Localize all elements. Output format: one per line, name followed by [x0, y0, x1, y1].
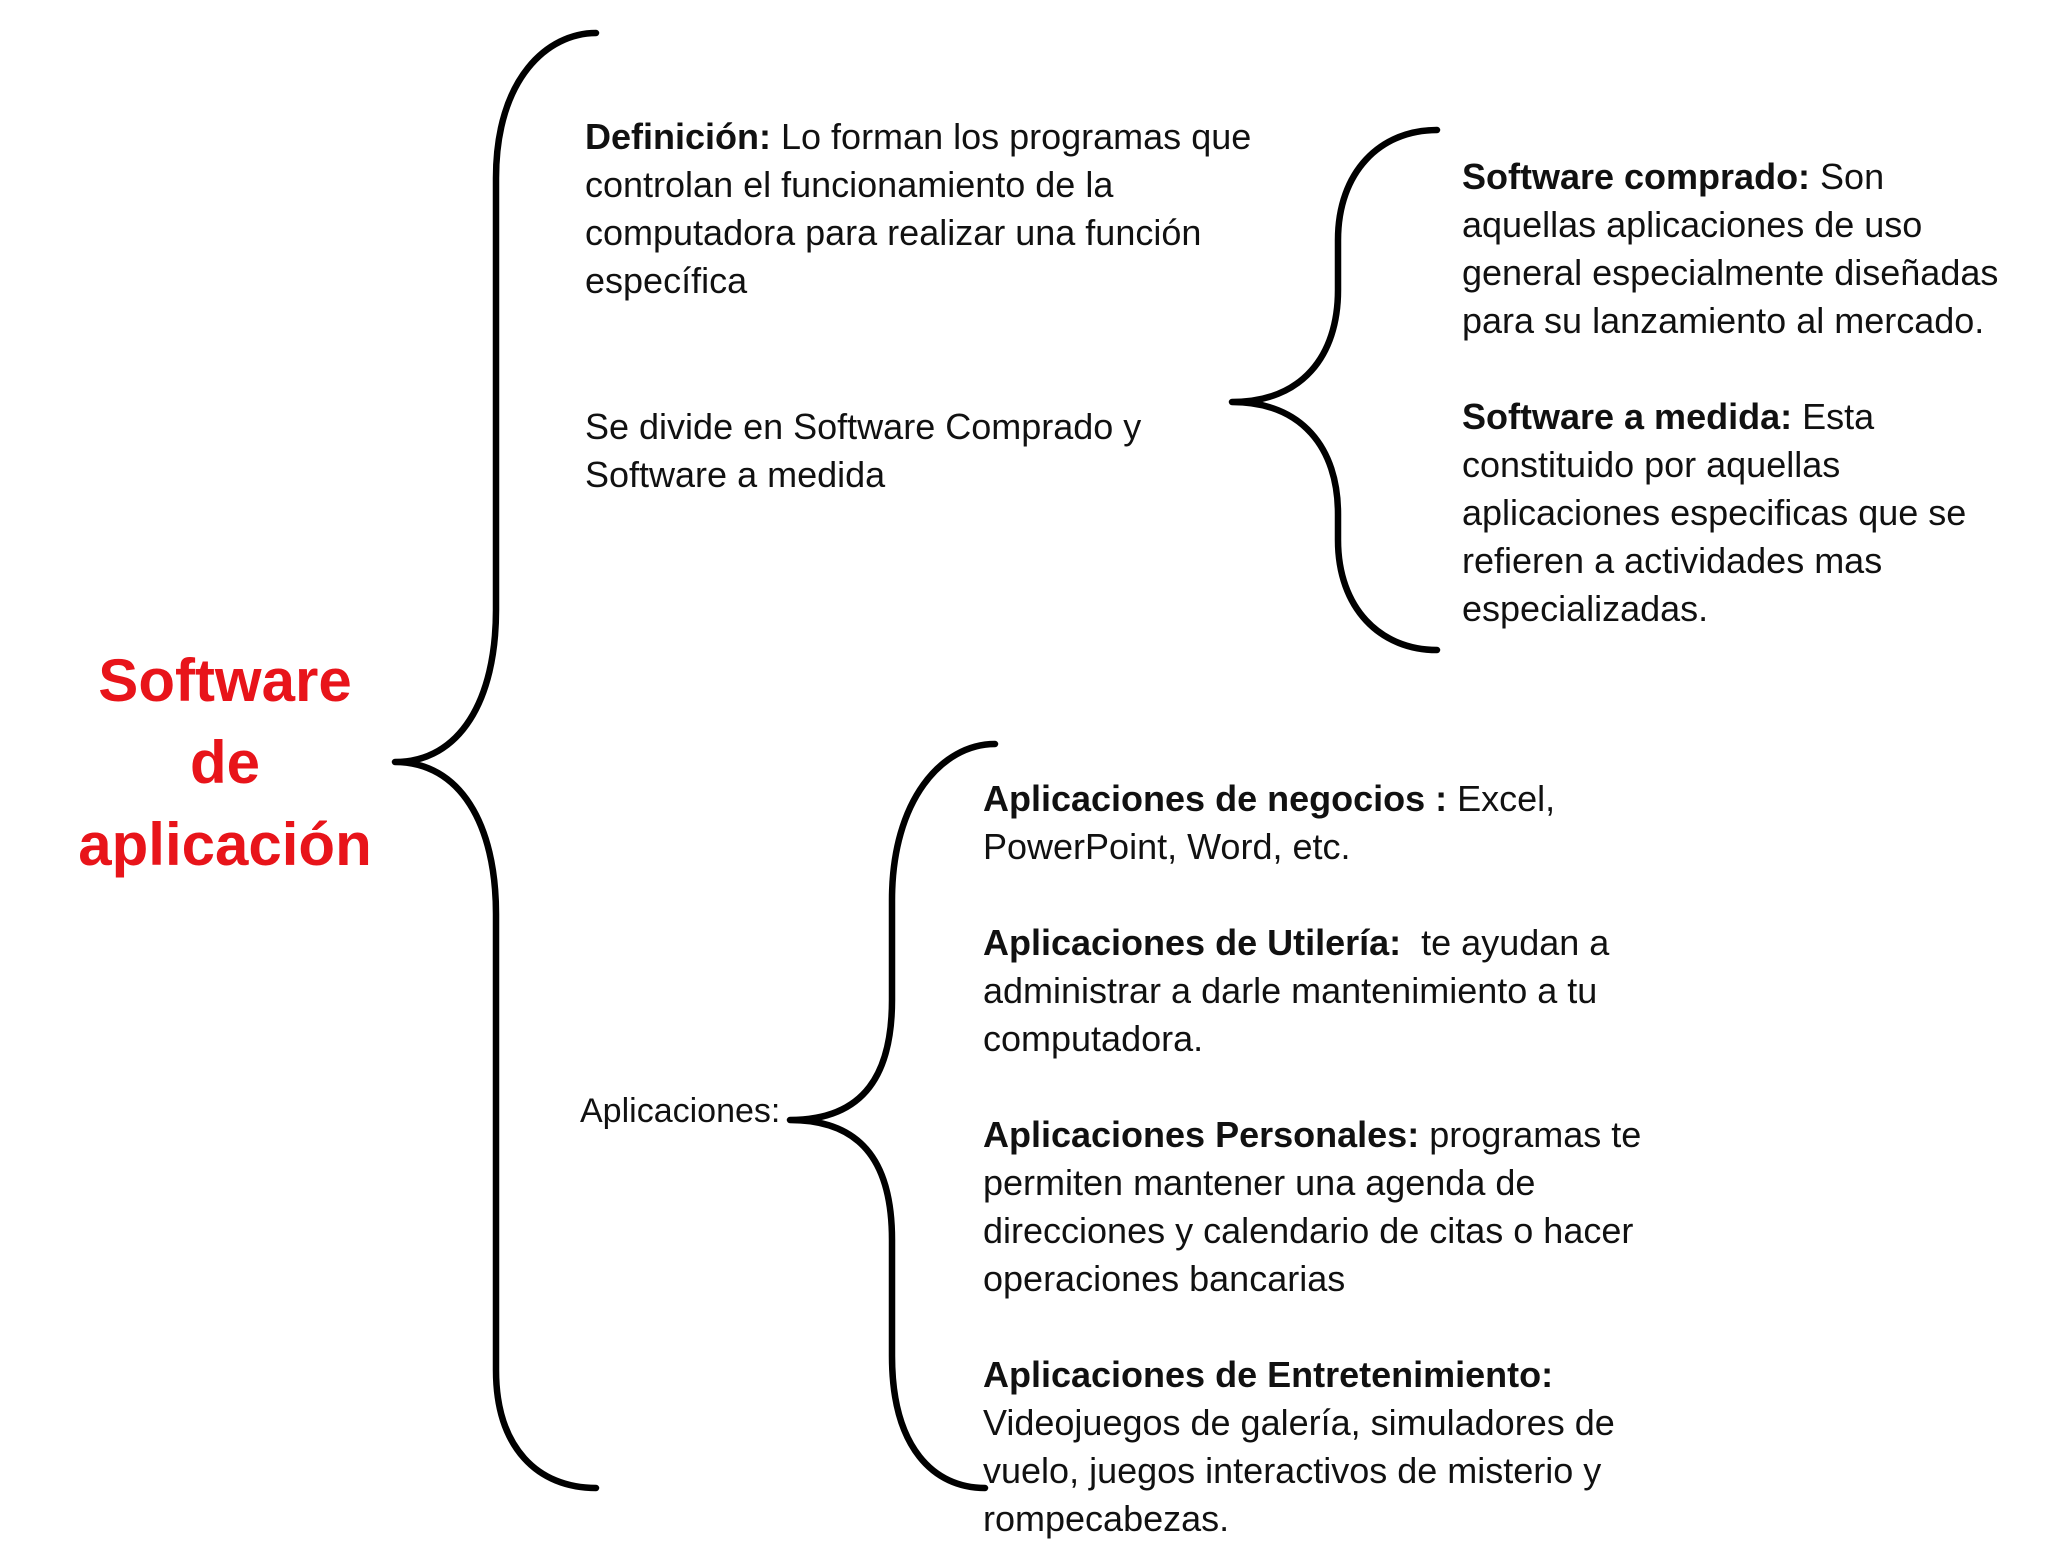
definition-text	[585, 113, 1251, 305]
software-comprado-line: general especialmente diseñadas	[1462, 252, 1999, 293]
app-utileria-line: administrar a darle mantenimiento a tu	[983, 970, 1598, 1011]
app-negocios-text	[983, 775, 1555, 871]
app-negocios-line: Excel,	[1447, 778, 1556, 819]
software-medida-line: Esta	[1792, 396, 1875, 437]
software-comprado-label: Software comprado:	[1462, 156, 1811, 197]
app-personales-line: permiten mantener una agenda de	[983, 1162, 1536, 1203]
app-personales-line: programas te	[1419, 1114, 1642, 1155]
software-comprado-text	[1462, 153, 1998, 345]
software-medida-line: constituido por aquellas	[1462, 444, 1841, 485]
title-line-1: Software	[98, 647, 352, 714]
app-utileria-line: te ayudan a	[1401, 922, 1610, 963]
app-utileria-text	[983, 919, 1609, 1063]
software-comprado-line: Son	[1810, 156, 1885, 197]
app-personales-line: operaciones bancarias	[983, 1258, 1346, 1299]
definition-line: específica	[585, 260, 748, 301]
app-utileria-label: Aplicaciones de Utilería:	[983, 922, 1402, 963]
applications-brace	[790, 744, 995, 1488]
software-medida-line: aplicaciones especificas que se	[1462, 492, 1967, 533]
software-comprado-line: aquellas aplicaciones de uso	[1462, 204, 1923, 245]
app-personales-label: Aplicaciones Personales:	[983, 1114, 1420, 1155]
definition-line: controlan el funcionamiento de la	[585, 164, 1114, 205]
definition-line: Lo forman los programas que	[771, 116, 1252, 157]
app-personales-line: direcciones y calendario de citas o hacer	[983, 1210, 1634, 1251]
software-medida-label: Software a medida:	[1462, 396, 1793, 437]
app-entretenimiento-label: Aplicaciones de Entretenimiento:	[983, 1354, 1554, 1395]
division-line: Se divide en Software Comprado y	[585, 406, 1142, 447]
app-personales-text	[983, 1111, 1641, 1303]
division-text	[585, 403, 1141, 499]
app-entretenimiento-line: vuelo, juegos interactivos de misterio y	[983, 1450, 1602, 1491]
definition-line: computadora para realizar una función	[585, 212, 1202, 253]
software-medida-line: refieren a actividades mas	[1462, 540, 1883, 581]
app-negocios-label: Aplicaciones de negocios :	[983, 778, 1448, 819]
software-medida-text	[1462, 393, 1966, 633]
diagram-title	[40, 640, 410, 886]
software-types-brace	[1232, 130, 1437, 650]
title-line-2: de	[189, 729, 261, 796]
title-line-3: aplicación	[78, 811, 372, 878]
aplicaciones-label: Aplicaciones:	[580, 1092, 781, 1130]
app-negocios-line: PowerPoint, Word, etc.	[983, 826, 1351, 867]
division-line: Software a medida	[585, 454, 886, 495]
software-medida-line: especializadas.	[1462, 588, 1709, 629]
app-entretenimiento-line: rompecabezas.	[983, 1498, 1230, 1539]
main-brace	[395, 33, 596, 1488]
app-entretenimiento-text	[983, 1351, 1615, 1543]
software-comprado-line: para su lanzamiento al mercado.	[1462, 300, 1985, 341]
app-entretenimiento-line: Videojuegos de galería, simuladores de	[983, 1402, 1615, 1443]
definition-label: Definición:	[585, 116, 771, 157]
app-utileria-line: computadora.	[983, 1018, 1204, 1059]
